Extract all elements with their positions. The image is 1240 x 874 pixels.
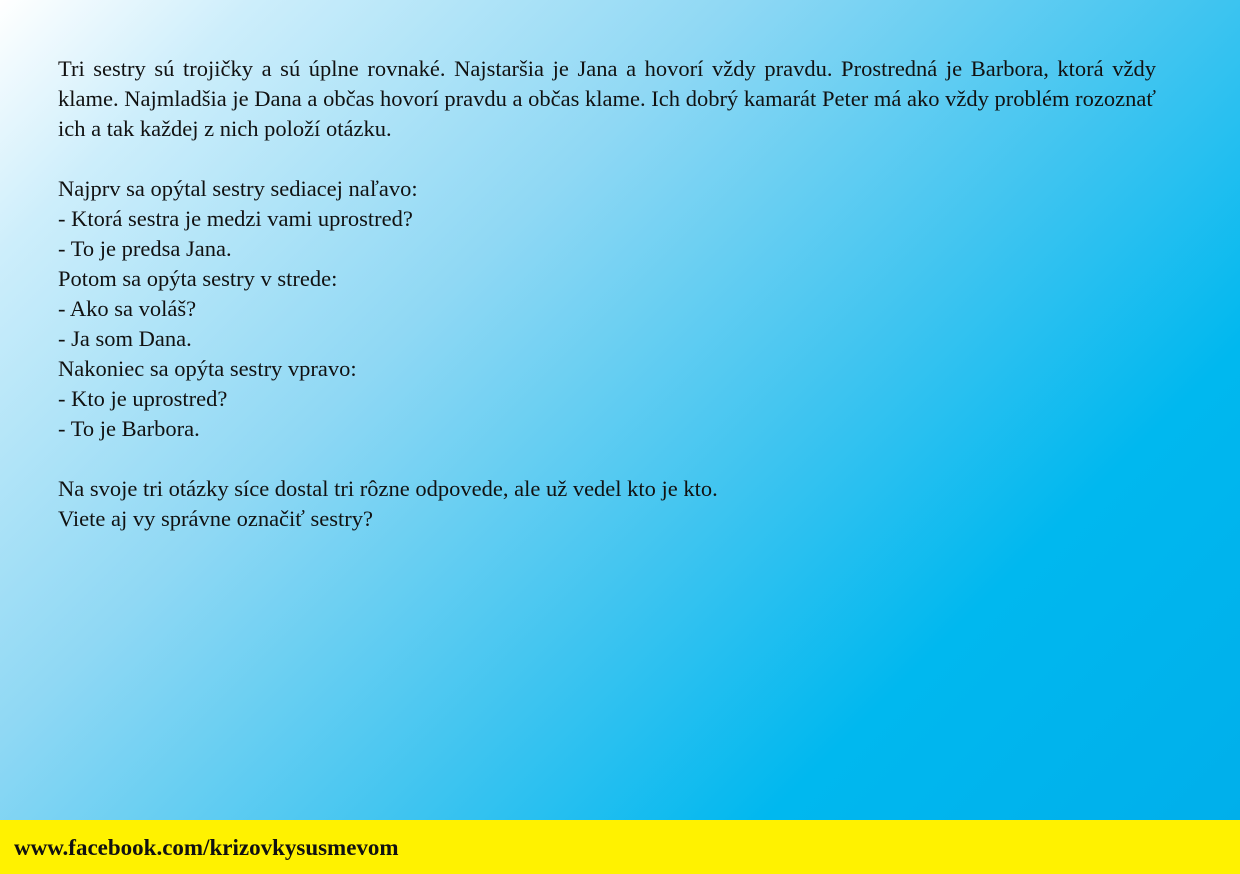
facebook-link[interactable]: www.facebook.com/krizovkysusmevom [14, 835, 399, 860]
paragraph-spacer [58, 444, 1156, 474]
dialogue-line: Najprv sa opýtal sestry sediacej naľavo: [58, 176, 418, 201]
dialogue-line: - Ktorá sestra je medzi vami uprostred? [58, 206, 413, 231]
footer-bar [0, 820, 1240, 874]
conclusion-line: Na svoje tri otázky síce dostal tri rôzne odpovede, ale už vedel kto je kto. [58, 476, 718, 501]
dialogue-line: - Ja som Dana. [58, 326, 192, 351]
dialogue-line: - Kto je uprostred? [58, 386, 228, 411]
dialogue-line: - To je Barbora. [58, 416, 200, 441]
dialogue-line: Nakoniec sa opýta sestry vpravo: [58, 356, 357, 381]
dialogue-line: Potom sa opýta sestry v strede: [58, 266, 338, 291]
puzzle-intro: Tri sestry sú trojičky a sú úplne rovnaké. Najstaršia je Jana a hovorí vždy pravdu. Prostredná je Barbora, ktorá vždy klame. Najmladšia je Dana a občas hovorí pravdu a občas klame. Ich dobrý kamarát Peter má ako vždy problém rozoznať ich a tak každej z nich položí otázku. [58, 56, 1156, 141]
puzzle-text [58, 54, 1156, 534]
dialogue-line: - Ako sa voláš? [58, 296, 197, 321]
dialogue-line: - To je predsa Jana. [58, 236, 232, 261]
puzzle-question: Viete aj vy správne označiť sestry? [58, 506, 374, 531]
paragraph-spacer [58, 144, 1156, 174]
